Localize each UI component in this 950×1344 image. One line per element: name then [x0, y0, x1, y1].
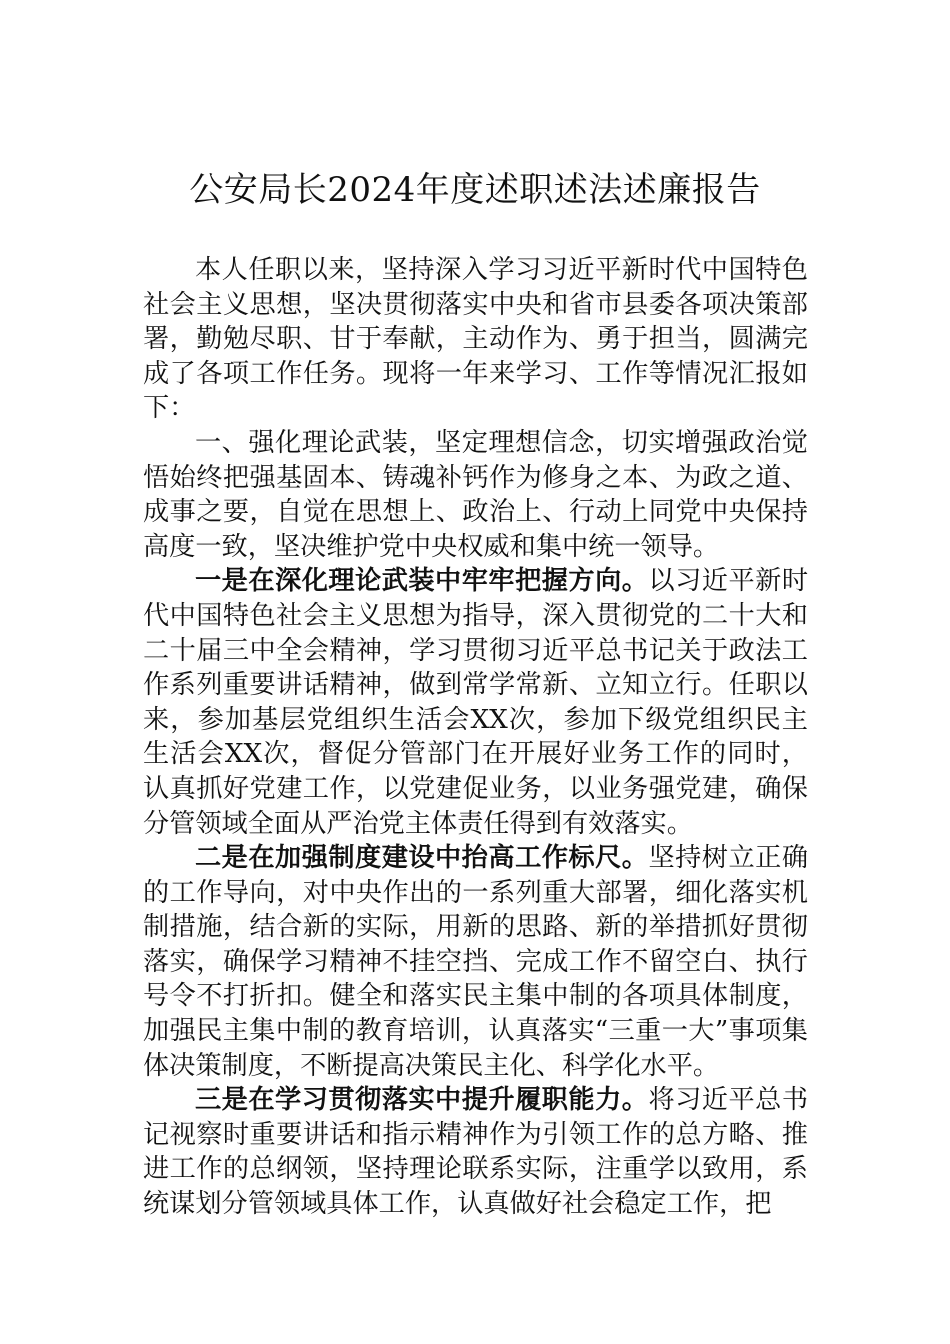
paragraph-lead: 三是在学习贯彻落实中提升履职能力。: [195, 1084, 649, 1116]
paragraph-text: 以习近平新时代中国特色社会主义思想为指导，深入贯彻党的二十大和二十届三中全会精神，学习贯彻习近平总书记关于政法工作系列重要讲话精神，做到常学常新、立知立行。任职以来，参加基层党组织生活会XX次，参加下级党组织民主生活会XX次，督促分管部门在开展好业务工作的同时，认真抓好党建工作，以党建促业务，以业务强党建，确保分管领域全面从严治党主体责任得到有效落实。: [143, 566, 809, 839]
paragraph-text: 一、强化理论武装，坚定理想信念，切实增强政治觉悟始终把强基固本、铸魂补钙作为修身之本、为政之道、成事之要，自觉在思想上、政治上、行动上同党中央保持高度一致，坚决维护党中央权威和集中统一领导。: [143, 427, 808, 562]
paragraph-lead: 一是在深化理论武装中牢牢把握方向。: [195, 565, 649, 597]
document-body: [143, 253, 808, 1222]
paragraph-section-one: [143, 426, 808, 564]
paragraph-text: 将习近平总书记视察时重要讲话和指示精神作为引领工作的总方略、推进工作的总纲领，坚持理论联系实际，注重学以致用，系统谋划分管领域具体工作，认真做好社会稳定工作，把: [143, 1085, 809, 1220]
paragraph-intro: [143, 253, 808, 426]
paragraph-point-two: [143, 841, 808, 1083]
paragraph-lead: 二是在加强制度建设中抬高工作标尺。: [195, 842, 649, 874]
paragraph-point-one: [143, 564, 808, 841]
paragraph-text: 坚持树立正确的工作导向，对中央作出的一系列重大部署，细化落实机制措施，结合新的实际，用新的思路、新的举措抓好贯彻落实，确保学习精神不挂空挡、完成工作不留空白、执行号令不打折扣。健全和落实民主集中制的各项具体制度，加强民主集中制的教育培训，认真落实“三重一大”事项集体决策制度，不断提高决策民主化、科学化水平。: [143, 843, 809, 1081]
paragraph-point-three: [143, 1083, 808, 1221]
document-title: 公安局长2024年度述职述法述廉报告: [189, 170, 761, 210]
paragraph-text: 本人任职以来，坚持深入学习习近平新时代中国特色社会主义思想，坚决贯彻落实中央和省市县委各项决策部署，勤勉尽职、甘于奉献，主动作为、勇于担当，圆满完成了各项工作任务。现将一年来学习、工作等情况汇报如下：: [143, 255, 808, 424]
